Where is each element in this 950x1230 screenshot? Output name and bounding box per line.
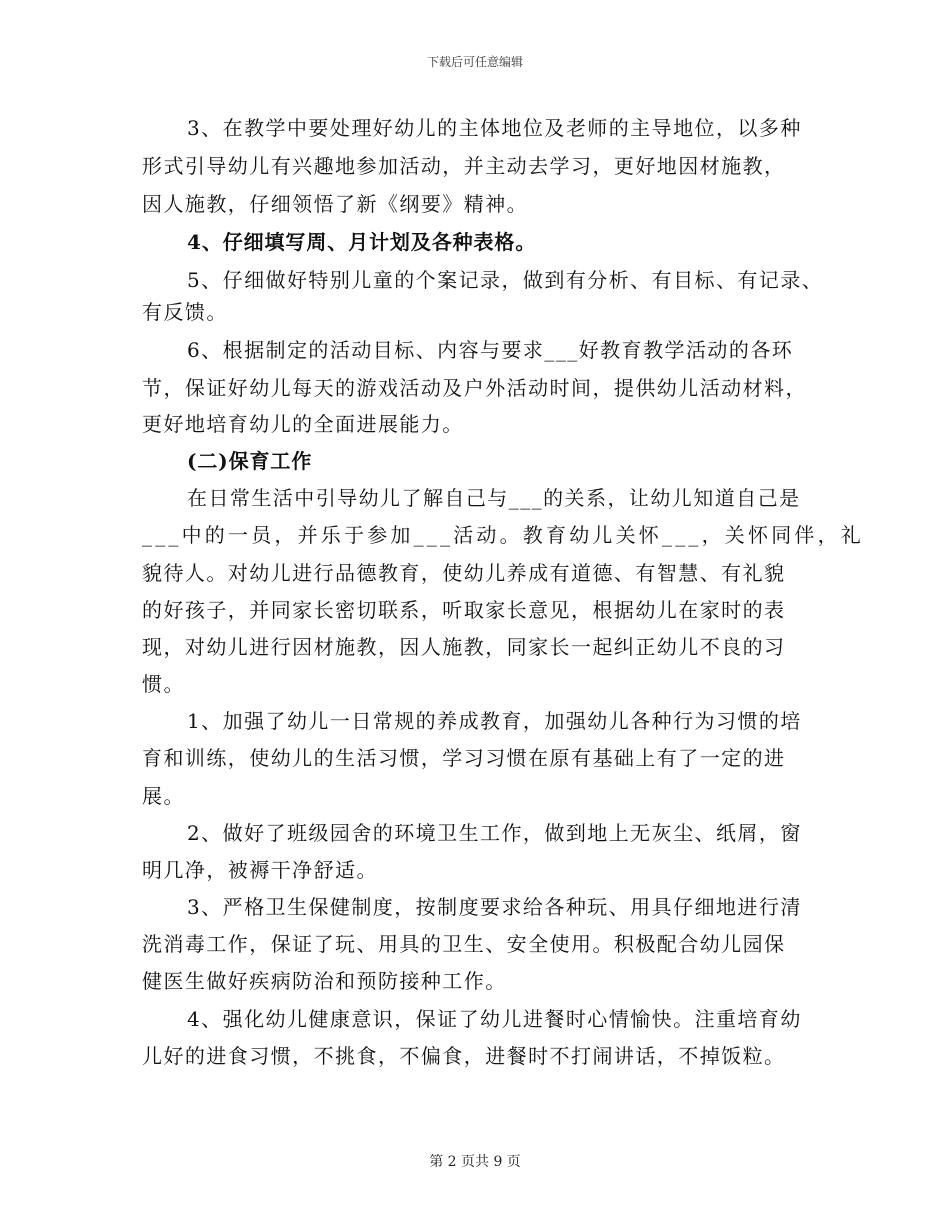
paragraph-line: 5、仔细做好特别儿童的个案记录，做到有分析、有目标、有记录、 xyxy=(187,268,824,292)
paragraph-line: 节，保证好幼儿每天的游戏活动及户外活动时间，提供幼儿活动材料， xyxy=(142,376,807,400)
paragraph-line: 儿好的进食习惯，不挑食，不偏食，进餐时不打闹讲话，不掉饭粒。 xyxy=(142,1044,786,1068)
paragraph-line: 形式引导幼儿有兴趣地参加活动，并主动去学习，更好地因材施教， xyxy=(142,154,786,178)
paragraph-line: 明几净，被褥干净舒适。 xyxy=(142,858,378,882)
paragraph-line: 6、根据制定的活动目标、内容与要求___好教育教学活动的各环 xyxy=(187,338,794,362)
section-heading: (二)保育工作 xyxy=(187,449,313,473)
paragraph-line: 3、在教学中要处理好幼儿的主体地位及老师的主导地位，以多种 xyxy=(187,116,802,140)
paragraph-line: 4、强化幼儿健康意识，保证了幼儿进餐时心情愉快。注重培育幼 xyxy=(187,1007,802,1031)
paragraph-line: ___中的一员，并乐于参加___活动。教育幼儿关怀___，关怀同伴，礼 xyxy=(142,523,864,547)
page-footer: 第 2 页共 9 页 xyxy=(429,1154,521,1170)
paragraph-line: 2、做好了班级园舍的环境卫生工作，做到地上无灰尘、纸屑，窗 xyxy=(187,821,802,845)
paragraph-line: 的好孩子，并同家长密切联系，听取家长意见，根据幼儿在家时的表 xyxy=(142,598,786,622)
paragraph-line: 因人施教，仔细领悟了新《纲要》精神。 xyxy=(142,192,529,216)
paragraph-line: 3、严格卫生保健制度，按制度要求给各种玩、用具仔细地进行清 xyxy=(187,895,802,919)
paragraph-line: 育和训练，使幼儿的生活习惯，学习习惯在原有基础上有了一定的进 xyxy=(142,746,786,770)
paragraph-line: 展。 xyxy=(142,784,185,808)
paragraph-line: 惯。 xyxy=(142,672,185,696)
paragraph-line: 貌待人。对幼儿进行品德教育，使幼儿养成有道德、有智慧、有礼貌 xyxy=(142,561,786,585)
bold-paragraph-line: 4、仔细填写周、月计划及各种表格。 xyxy=(187,230,537,254)
paragraph-line: 在日常生活中引导幼儿了解自己与___的关系，让幼儿知道自己是 xyxy=(187,486,801,510)
page-header: 下载后可任意编辑 xyxy=(426,55,523,69)
paragraph-line: 洗消毒工作，保证了玩、用具的卫生、安全使用。积极配合幼儿园保 xyxy=(142,932,786,956)
paragraph-line: 现，对幼儿进行因材施教，因人施教，同家长一起纠正幼儿不良的习 xyxy=(142,635,786,659)
paragraph-line: 更好地培育幼儿的全面进展能力。 xyxy=(142,412,464,436)
paragraph-line: 1、加强了幼儿一日常规的养成教育，加强幼儿各种行为习惯的培 xyxy=(187,709,802,733)
paragraph-line: 有反馈。 xyxy=(142,300,228,324)
paragraph-line: 健医生做好疾病防治和预防接种工作。 xyxy=(142,969,507,993)
